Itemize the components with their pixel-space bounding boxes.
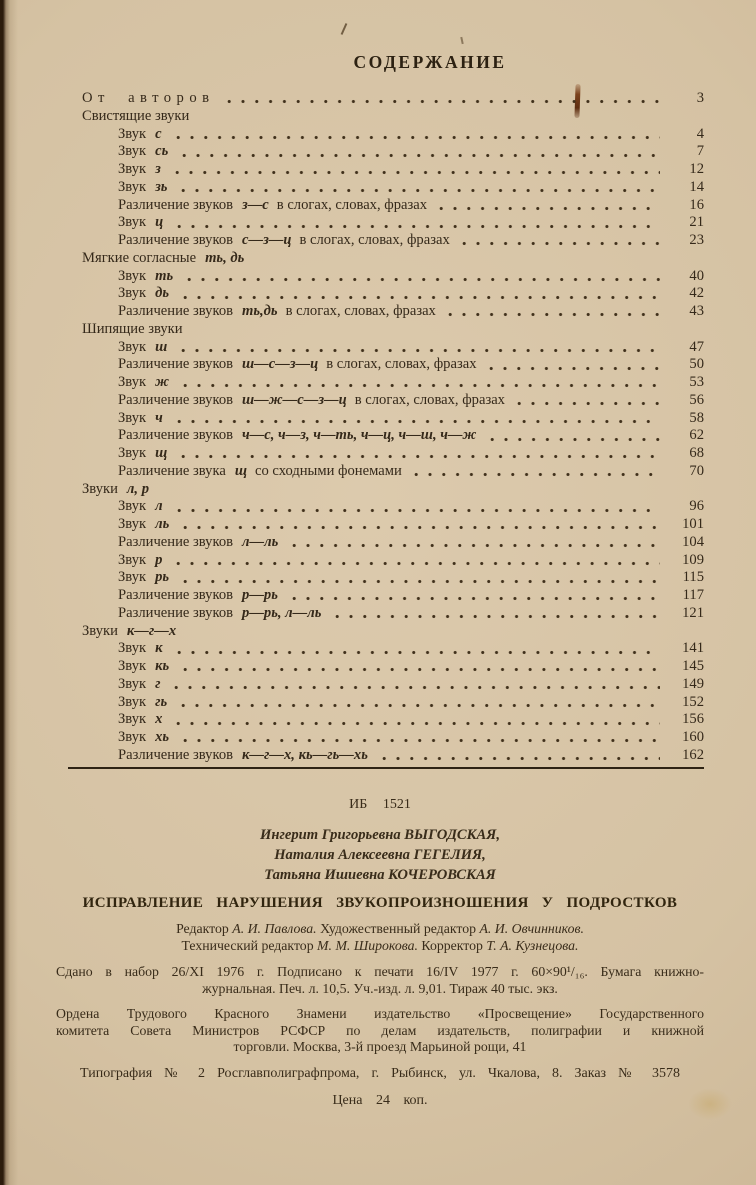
- toc-entry: [82, 623, 704, 641]
- toc-entry-label: От авторов: [82, 90, 215, 106]
- toc-entry: [82, 161, 704, 179]
- toc-page-number: 152: [682, 693, 704, 710]
- phoneme: ж: [155, 374, 169, 390]
- dot-leader: [177, 224, 660, 229]
- toc-page-number: 109: [682, 551, 704, 568]
- phoneme: с—з—ц: [242, 232, 292, 248]
- dot-leader: [187, 277, 660, 282]
- phoneme: зь: [155, 178, 168, 195]
- toc-page-number: 16: [689, 196, 704, 213]
- toc-entry-label: Звук р: [118, 551, 163, 568]
- phoneme: гь: [155, 693, 168, 710]
- dot-leader: [183, 579, 660, 584]
- toc-entry-label: Звук ц: [118, 214, 164, 231]
- toc-entry-label: Звук рь: [118, 569, 170, 586]
- stray-ink-mark: [460, 37, 463, 44]
- toc-entry: [82, 640, 704, 658]
- toc-entry-label: Звук зь: [118, 178, 168, 195]
- toc-page-number: 50: [689, 356, 704, 373]
- toc-entry-label: Звук ч: [118, 409, 163, 426]
- toc-entry-label: Звуки к—г—х: [82, 622, 177, 639]
- toc-entry-label: Звук гь: [118, 693, 168, 710]
- publisher-info-block: [56, 1006, 704, 1056]
- toc-entry: [82, 126, 704, 144]
- toc-entry: [82, 268, 704, 286]
- toc-page-number: 40: [689, 267, 704, 284]
- dot-leader: [382, 756, 660, 761]
- toc-page-number: 12: [689, 161, 704, 177]
- authors-block: [56, 825, 704, 885]
- dot-leader: [181, 188, 660, 193]
- toc-entry-label: Звук дь: [118, 285, 170, 302]
- toc-entry: [82, 197, 704, 215]
- phoneme: кь: [155, 658, 170, 674]
- toc-entry: [82, 445, 704, 463]
- toc-entry: [82, 747, 704, 765]
- phoneme: р—рь, л—ль: [242, 604, 322, 621]
- toc-entry-label: Различение звуков р—рь, л—ль: [118, 604, 322, 621]
- dot-leader: [176, 721, 660, 726]
- phoneme: ч: [155, 409, 163, 426]
- toc-page-number: 156: [682, 711, 704, 728]
- stray-ink-mark: [341, 23, 348, 35]
- phoneme: г: [155, 675, 161, 692]
- dot-leader: [176, 135, 660, 140]
- publisher-line: комитета Совета Министров РСФСР по делам издательств, полиграфии и книжной: [56, 1022, 704, 1038]
- toc-page-number: 115: [682, 569, 704, 586]
- toc-entry-label: Звук ж: [118, 374, 169, 390]
- toc-entry-label: Звук кь: [118, 658, 170, 674]
- colophon: [56, 797, 704, 1109]
- toc-entry-label: Звук з: [118, 161, 161, 177]
- phoneme: ль: [155, 516, 170, 532]
- phoneme: л: [155, 498, 163, 515]
- toc-page-number: 42: [689, 285, 704, 302]
- toc-page-number: 149: [682, 675, 704, 692]
- dot-leader: [177, 419, 660, 424]
- toc-entry-label: Звук с: [118, 125, 162, 142]
- toc-entry: [82, 232, 704, 250]
- toc-page-number: 43: [689, 303, 704, 319]
- toc-entry-label: Различение звуков ш—с—з—ц в слогах, словах, фразах: [118, 356, 477, 373]
- page-title: СОДЕРЖАНИЕ: [353, 52, 507, 72]
- toc-page-number: 53: [689, 374, 704, 390]
- author-name: Татьяна Ишиевна КОЧЕРОВСКАЯ: [264, 867, 496, 883]
- toc-entry-label: Звук щ: [118, 445, 168, 461]
- toc-page-number: 14: [689, 178, 704, 195]
- toc-entry: [82, 463, 704, 481]
- toc-entry-label: Звуки л, р: [82, 480, 149, 497]
- toc-entry-label: Шипящие звуки: [82, 320, 183, 337]
- phoneme: с: [155, 125, 162, 142]
- toc-entry-label: Звук х: [118, 711, 163, 728]
- toc-page-number: 104: [682, 533, 704, 550]
- toc-entry-label: Различение звуков ть,дь в слогах, словах, фразах: [118, 303, 436, 319]
- toc-page-number: 121: [682, 604, 704, 621]
- toc-entry-label: Различение звуков р—рь: [118, 587, 278, 603]
- toc-entry-label: Различение звуков с—з—ц в слогах, словах, фразах: [118, 232, 450, 248]
- toc-page-number: 21: [689, 214, 704, 231]
- toc-entry-label: Различение звуков з—с в слогах, словах, фразах: [118, 196, 428, 213]
- dot-leader: [182, 153, 660, 158]
- phoneme: к—г—х: [126, 622, 177, 639]
- phoneme: к—г—х, кь—гь—хь: [242, 746, 368, 763]
- toc-entry: [82, 285, 704, 303]
- phoneme: щ: [155, 445, 168, 461]
- toc-entry: [82, 410, 704, 428]
- dot-leader: [183, 383, 660, 388]
- toc-page-number: 101: [682, 516, 704, 532]
- phoneme: дь: [155, 285, 170, 302]
- dot-leader: [181, 348, 660, 353]
- toc-entry-label: Звук л: [118, 498, 163, 515]
- toc-page-number: 23: [689, 232, 704, 248]
- toc-page-number: 47: [689, 338, 704, 355]
- toc-entry: [82, 427, 704, 445]
- dot-leader: [183, 295, 660, 300]
- print-info-line: журнальная. Печ. л. 10,5. Уч.-изд. л. 9,01. Тираж 40 тыс. экз.: [202, 981, 558, 996]
- phoneme: сь: [155, 143, 169, 160]
- dot-leader: [292, 543, 660, 548]
- dot-leader: [175, 170, 660, 175]
- toc-page-number: 68: [689, 445, 704, 461]
- toc-entry-label: Звук ть: [118, 267, 174, 284]
- dot-leader: [181, 454, 660, 459]
- print-info-block: [56, 963, 704, 997]
- toc-entry: [82, 481, 704, 499]
- phoneme: л, р: [126, 480, 149, 497]
- toc-page-number: 62: [689, 427, 704, 444]
- phoneme: ч—с, ч—з, ч—ть, ч—ц, ч—ш, ч—ж: [242, 427, 477, 444]
- dot-leader: [414, 472, 660, 477]
- dot-leader: [181, 703, 660, 708]
- author-name: Наталия Алексеевна ГЕГЕЛИЯ,: [274, 847, 486, 863]
- toc-entry: [82, 108, 704, 126]
- print-info-line: Сдано в набор 26/XI 1976 г. Подписано к печати 16/IV 1977 г. 60×90¹/₁₆. Бумага книжно-: [56, 964, 704, 979]
- toc-page-number: 3: [696, 90, 704, 106]
- toc-entry: [82, 711, 704, 729]
- dot-leader: [439, 206, 660, 211]
- toc-entry-label: Звук ль: [118, 516, 170, 532]
- book-title: ИСПРАВЛЕНИЕ НАРУШЕНИЯ ЗВУКОПРОИЗНОШЕНИЯ У ПОДРОСТКОВ: [82, 895, 678, 911]
- dot-leader: [183, 525, 660, 530]
- dot-leader: [489, 366, 661, 371]
- dot-leader: [177, 650, 661, 655]
- phoneme: з: [155, 161, 161, 177]
- dot-leader: [448, 312, 660, 317]
- toc-entry-label: Различение звука щ со сходными фонемами: [118, 462, 402, 479]
- price-line: Цена 24 коп.: [332, 1092, 428, 1108]
- toc-entry-label: Свистящие звуки: [82, 107, 190, 124]
- phoneme: ш—ж—с—з—ц: [242, 391, 347, 408]
- toc-entry-label: Звук ш: [118, 338, 168, 355]
- toc-page-number: 96: [689, 498, 704, 515]
- toc-entry: [82, 729, 704, 747]
- toc-entry: [82, 605, 704, 623]
- dot-leader: [174, 685, 660, 690]
- phoneme: к: [155, 640, 163, 657]
- dot-leader: [335, 614, 660, 619]
- toc-entry: [82, 143, 704, 161]
- phoneme: ш—с—з—ц: [242, 356, 319, 373]
- toc-entry-label: Различение звуков ш—ж—с—з—ц в слогах, словах, фразах: [118, 391, 505, 408]
- toc-page-number: 141: [682, 640, 704, 657]
- phoneme: х: [155, 711, 163, 728]
- toc-entry: [82, 498, 704, 516]
- phoneme: ть,дь: [242, 303, 278, 319]
- editors-block: [56, 920, 704, 954]
- toc-entry: [82, 392, 704, 410]
- toc-page-number: 160: [682, 729, 704, 745]
- toc-entry: [82, 534, 704, 552]
- toc-entry: [82, 587, 704, 605]
- printing-house-line: Типография № 2 Росглавполиграфпрома, г. Рыбинск, ул. Чкалова, 8. Заказ № 3578: [80, 1065, 680, 1081]
- toc-entry: [82, 339, 704, 357]
- editors-line: Редактор А. И. Павлова. Художественный редактор А. И. Овчинников.: [176, 921, 584, 936]
- phoneme: ть, дь: [205, 249, 245, 266]
- phoneme: р: [155, 551, 163, 568]
- dot-leader: [517, 401, 660, 406]
- dot-leader: [183, 667, 660, 672]
- toc-page-number: 4: [696, 125, 704, 142]
- toc-entry: [82, 321, 704, 339]
- phoneme: ть: [155, 267, 174, 284]
- toc-entry-label: Различение звуков ч—с, ч—з, ч—ть, ч—ц, ч—ш, ч—ж: [118, 427, 477, 444]
- section-divider: [68, 767, 704, 769]
- toc-entry: [82, 179, 704, 197]
- toc-entry: [82, 658, 704, 676]
- toc-page-number: 117: [682, 587, 704, 603]
- toc-entry: [82, 676, 704, 694]
- phoneme: ш: [155, 338, 168, 355]
- dot-leader: [462, 241, 660, 246]
- phoneme: щ: [234, 462, 247, 479]
- toc-entry: [82, 374, 704, 392]
- editors-line: Технический редактор М. М. Широкова. Корректор Т. А. Кузнецова.: [181, 938, 579, 953]
- toc-page-number: 58: [689, 409, 704, 426]
- toc-entry: [82, 303, 704, 321]
- toc-entry: [82, 214, 704, 232]
- page-edge-shadow: [0, 0, 18, 1185]
- dot-leader: [183, 738, 660, 743]
- toc-entry-label: Звук сь: [118, 143, 169, 160]
- phoneme: рь: [155, 569, 170, 586]
- toc-entry-label: Мягкие согласные ть, дь: [82, 249, 245, 266]
- toc-entry-label: Звук к: [118, 640, 163, 657]
- ib-number: ИБ 1521: [349, 797, 411, 812]
- toc-page-number: 145: [682, 658, 704, 674]
- toc-entry-label: Различение звуков л—ль: [118, 533, 279, 550]
- author-name: Ингерит Григорьевна ВЫГОДСКАЯ,: [260, 827, 500, 843]
- toc-page-number: 7: [696, 143, 704, 160]
- dot-leader: [292, 596, 660, 601]
- toc-page-number: 162: [682, 746, 704, 763]
- toc-entry: [82, 569, 704, 587]
- phoneme: р—рь: [242, 587, 278, 603]
- phoneme: л—ль: [242, 533, 279, 550]
- table-of-contents: [82, 90, 704, 765]
- dot-leader: [176, 561, 660, 566]
- toc-entry-label: Различение звуков к—г—х, кь—гь—хь: [118, 746, 368, 763]
- dot-leader: [227, 99, 660, 104]
- toc-page-number: 56: [689, 391, 704, 408]
- phoneme: ц: [155, 214, 164, 231]
- dot-leader: [490, 437, 660, 442]
- toc-page-number: 70: [689, 462, 704, 479]
- toc-entry: [82, 516, 704, 534]
- publisher-line: торговли. Москва, 3-й проезд Марьиной рощи, 41: [233, 1039, 527, 1054]
- toc-entry: [82, 694, 704, 712]
- toc-entry: [82, 356, 704, 374]
- dot-leader: [177, 508, 660, 513]
- toc-entry: [82, 250, 704, 268]
- publisher-line: Ордена Трудового Красного Знамени издательство «Просвещение» Государственного: [56, 1006, 704, 1021]
- toc-entry-label: Звук хь: [118, 729, 170, 745]
- toc-entry-label: Звук г: [118, 675, 161, 692]
- toc-entry: [82, 90, 704, 108]
- toc-entry: [82, 552, 704, 570]
- phoneme: з—с: [242, 196, 269, 213]
- phoneme: хь: [155, 729, 170, 745]
